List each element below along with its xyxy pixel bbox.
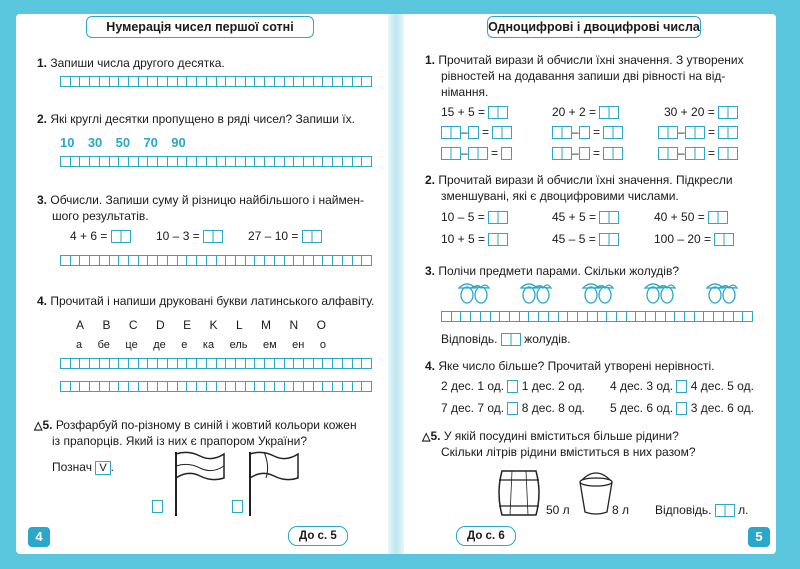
expression bbox=[441, 209, 508, 225]
flag-checkbox[interactable] bbox=[152, 500, 163, 513]
task-number: 3. bbox=[425, 264, 436, 278]
inequality-right: 8 дес. 8 од. bbox=[521, 401, 585, 415]
answer-box[interactable] bbox=[203, 230, 223, 243]
task-number: 1. bbox=[37, 56, 48, 70]
task-text: У якій посудині вміститься більше рідини? bbox=[443, 429, 679, 443]
task-3-right bbox=[425, 263, 679, 279]
task-text: Запиши числа другого десятка. bbox=[50, 56, 225, 70]
expression bbox=[70, 228, 131, 244]
letter-name: бе bbox=[97, 339, 110, 351]
acorn-icon bbox=[707, 284, 737, 303]
equation-template[interactable]: – = bbox=[441, 124, 512, 140]
task-number: 2. bbox=[37, 112, 48, 126]
barrel-icon bbox=[496, 468, 542, 518]
letter-name: ен bbox=[292, 339, 305, 351]
answer-cells-row[interactable] bbox=[60, 381, 372, 392]
answer-box[interactable] bbox=[599, 233, 619, 246]
letter: M bbox=[261, 318, 272, 332]
answer-unit: л. bbox=[738, 503, 749, 517]
answer-cells-row[interactable] bbox=[60, 255, 372, 266]
expression-text: 40 + 50 = bbox=[654, 210, 705, 224]
acorn-icon bbox=[645, 284, 675, 303]
bucket-icon bbox=[576, 470, 616, 516]
star-icon: △ bbox=[422, 431, 431, 443]
letter-name: а bbox=[76, 339, 83, 351]
letter: K bbox=[209, 318, 218, 332]
task-number: 5. bbox=[42, 418, 53, 432]
answer-box[interactable] bbox=[488, 211, 508, 224]
page-number: 4 bbox=[28, 527, 50, 547]
equation-template[interactable]: – = bbox=[658, 145, 738, 161]
answer-box[interactable] bbox=[488, 233, 508, 246]
task-text: рівностей на додавання запиши дві рівності на від- bbox=[441, 69, 726, 83]
letter: C bbox=[128, 318, 138, 332]
expression bbox=[552, 209, 619, 225]
task-text: зменшувані, які є двоцифровими числами. bbox=[441, 189, 679, 203]
answer-box[interactable] bbox=[111, 230, 131, 243]
letter: O bbox=[316, 318, 326, 332]
task-4-right bbox=[425, 358, 715, 374]
task-1-right bbox=[425, 52, 744, 68]
textbook-reference: До с. 5 bbox=[288, 526, 348, 546]
expression-text: 10 + 5 = bbox=[441, 232, 486, 246]
task-text: Прочитай вирази й обчисли їхні значення. Підкресли bbox=[438, 173, 733, 187]
page-number: 5 bbox=[748, 527, 770, 547]
right-page-title: Одноцифрові і двоцифрові числа bbox=[487, 16, 701, 38]
mark-example: V bbox=[95, 461, 110, 475]
inequality bbox=[610, 400, 754, 416]
answer-line bbox=[441, 331, 571, 347]
task-number: 1. bbox=[425, 53, 436, 67]
expression-text: 20 + 2 = bbox=[552, 105, 597, 119]
task-5-right bbox=[422, 428, 679, 445]
answer-box[interactable] bbox=[714, 233, 734, 246]
answer-cells-row[interactable] bbox=[60, 76, 372, 87]
task-number: 2. bbox=[425, 173, 436, 187]
expression-text: 15 + 5 = bbox=[441, 105, 486, 119]
answer-box[interactable] bbox=[715, 504, 735, 517]
flag-icon bbox=[244, 448, 304, 518]
task-text: шого результатів. bbox=[52, 209, 149, 223]
expression-text: 45 + 5 = bbox=[552, 210, 597, 224]
letter-name: е bbox=[181, 339, 188, 351]
inequality-right: 1 дес. 2 од. bbox=[521, 379, 585, 393]
sequence-number: 10 bbox=[60, 135, 75, 150]
expression bbox=[654, 231, 734, 247]
answer-box[interactable] bbox=[599, 106, 619, 119]
left-page-title: Нумерація чисел першої сотні bbox=[86, 16, 314, 38]
inequality bbox=[441, 378, 585, 394]
barrel-volume: 50 л bbox=[546, 503, 570, 517]
flag-checkbox[interactable] bbox=[232, 500, 243, 513]
task-text: Прочитай і напиши друковані букви латинського алфавіту. bbox=[50, 294, 375, 308]
flag-icon bbox=[170, 448, 230, 518]
expression-text: 45 – 5 = bbox=[552, 232, 596, 246]
task-text: Яке число більше? Прочитай утворені нерівності. bbox=[438, 359, 715, 373]
letter: D bbox=[155, 318, 165, 332]
letter: B bbox=[102, 318, 111, 332]
task-number: 4. bbox=[37, 294, 48, 308]
task-2-left bbox=[37, 111, 355, 127]
inequality bbox=[441, 400, 585, 416]
equation-template[interactable]: – = bbox=[658, 124, 738, 140]
answer-box[interactable] bbox=[708, 211, 728, 224]
task-text: Скільки літрів рідини вміститься в них разом? bbox=[441, 445, 696, 459]
letter-name: де bbox=[153, 339, 166, 351]
mark-label: Познач bbox=[52, 460, 92, 474]
task-5-left bbox=[34, 417, 357, 434]
letter: E bbox=[183, 318, 192, 332]
answer-label: Відповідь. bbox=[655, 503, 712, 517]
task-1-left bbox=[37, 55, 225, 71]
task-number: 4. bbox=[425, 359, 436, 373]
acorn-icon bbox=[459, 284, 489, 303]
letter-names bbox=[76, 339, 326, 351]
sequence-number: 70 bbox=[143, 135, 158, 150]
inequality-left: 7 дес. 7 од. bbox=[441, 401, 505, 415]
letter-name: ка bbox=[202, 339, 215, 351]
mark-instruction: Познач V . bbox=[52, 460, 114, 474]
inequality-left: 5 дес. 6 од. bbox=[610, 401, 674, 415]
acorn-icon bbox=[521, 284, 551, 303]
equation-template[interactable]: – = bbox=[441, 145, 512, 161]
acorns-illustration bbox=[455, 278, 745, 306]
expression-text: 10 – 3 = bbox=[156, 229, 200, 243]
answer-box[interactable] bbox=[599, 211, 619, 224]
inequality-right: 4 дес. 5 од. bbox=[690, 379, 754, 393]
task-text: Які круглі десятки пропущено в ряді чисел? Запиши їх. bbox=[50, 112, 355, 126]
expression bbox=[552, 231, 619, 247]
inequality-right: 3 дес. 6 од. bbox=[690, 401, 754, 415]
expression-text: 27 – 10 = bbox=[248, 229, 299, 243]
inequality-left: 4 дес. 3 од. bbox=[610, 379, 674, 393]
letter: A bbox=[76, 318, 85, 332]
answer-box[interactable] bbox=[501, 333, 521, 346]
equation-template[interactable]: – = bbox=[552, 124, 623, 140]
comparison-box[interactable] bbox=[676, 402, 687, 415]
answer-cells-row[interactable] bbox=[441, 311, 753, 322]
expression bbox=[156, 228, 223, 244]
expression bbox=[441, 231, 508, 247]
bucket-volume: 8 л bbox=[612, 503, 630, 517]
sequence-number: 30 bbox=[87, 135, 103, 150]
book-spine bbox=[388, 14, 404, 554]
answer-cells-row[interactable] bbox=[60, 156, 372, 167]
task-text: Полічи предмети парами. Скільки жолудів? bbox=[438, 264, 680, 278]
sequence-number: 90 bbox=[171, 135, 186, 150]
task-text: німання. bbox=[441, 85, 489, 99]
task-text: Прочитай вирази й обчисли їхні значення. З утворених bbox=[438, 53, 744, 67]
textbook-reference: До с. 6 bbox=[456, 526, 516, 546]
expression bbox=[441, 104, 508, 120]
answer-box[interactable] bbox=[718, 106, 738, 119]
answer-label: Відповідь. bbox=[441, 332, 498, 346]
task-2-right bbox=[425, 172, 733, 188]
letter: L bbox=[235, 318, 243, 332]
number-sequence bbox=[60, 134, 186, 152]
equation-template[interactable]: – = bbox=[552, 145, 623, 161]
inequality bbox=[610, 378, 754, 394]
latin-letters bbox=[76, 318, 326, 332]
answer-box[interactable] bbox=[302, 230, 322, 243]
letter-name: ель bbox=[229, 339, 248, 351]
expression bbox=[248, 228, 322, 244]
inequality-left: 2 дес. 1 од. bbox=[441, 379, 505, 393]
task-text: Розфарбуй по-різному в синій і жовтий кольори кожен bbox=[55, 418, 357, 432]
letter-name: це bbox=[125, 339, 138, 351]
task-number: 5. bbox=[430, 429, 441, 443]
comparison-box[interactable] bbox=[507, 402, 518, 415]
expression bbox=[654, 209, 728, 225]
expression bbox=[664, 104, 738, 120]
comparison-box[interactable] bbox=[676, 380, 687, 393]
letter-name: о bbox=[319, 339, 326, 351]
letter: N bbox=[289, 318, 299, 332]
sequence-number: 50 bbox=[115, 135, 131, 150]
expression-text: 30 + 20 = bbox=[664, 105, 715, 119]
expression bbox=[552, 104, 619, 120]
expression-text: 100 – 20 = bbox=[654, 232, 712, 246]
star-icon: △ bbox=[34, 420, 43, 432]
task-4-left bbox=[37, 293, 374, 309]
comparison-box[interactable] bbox=[507, 380, 518, 393]
task-text: Обчисли. Запиши суму й різницю найбільшого і наймен- bbox=[50, 193, 365, 207]
letter-name: ем bbox=[262, 339, 277, 351]
expression-text: 10 – 5 = bbox=[441, 210, 485, 224]
task-3-left bbox=[37, 192, 364, 208]
task-number: 3. bbox=[37, 193, 48, 207]
expression-text: 4 + 6 = bbox=[70, 229, 108, 243]
task-text: із прапорців. Який із них є прапором України? bbox=[52, 434, 308, 448]
answer-unit: жолудів. bbox=[524, 332, 571, 346]
answer-line bbox=[655, 502, 749, 518]
answer-box[interactable] bbox=[488, 106, 508, 119]
acorn-icon bbox=[583, 284, 613, 303]
answer-cells-row[interactable] bbox=[60, 358, 372, 369]
